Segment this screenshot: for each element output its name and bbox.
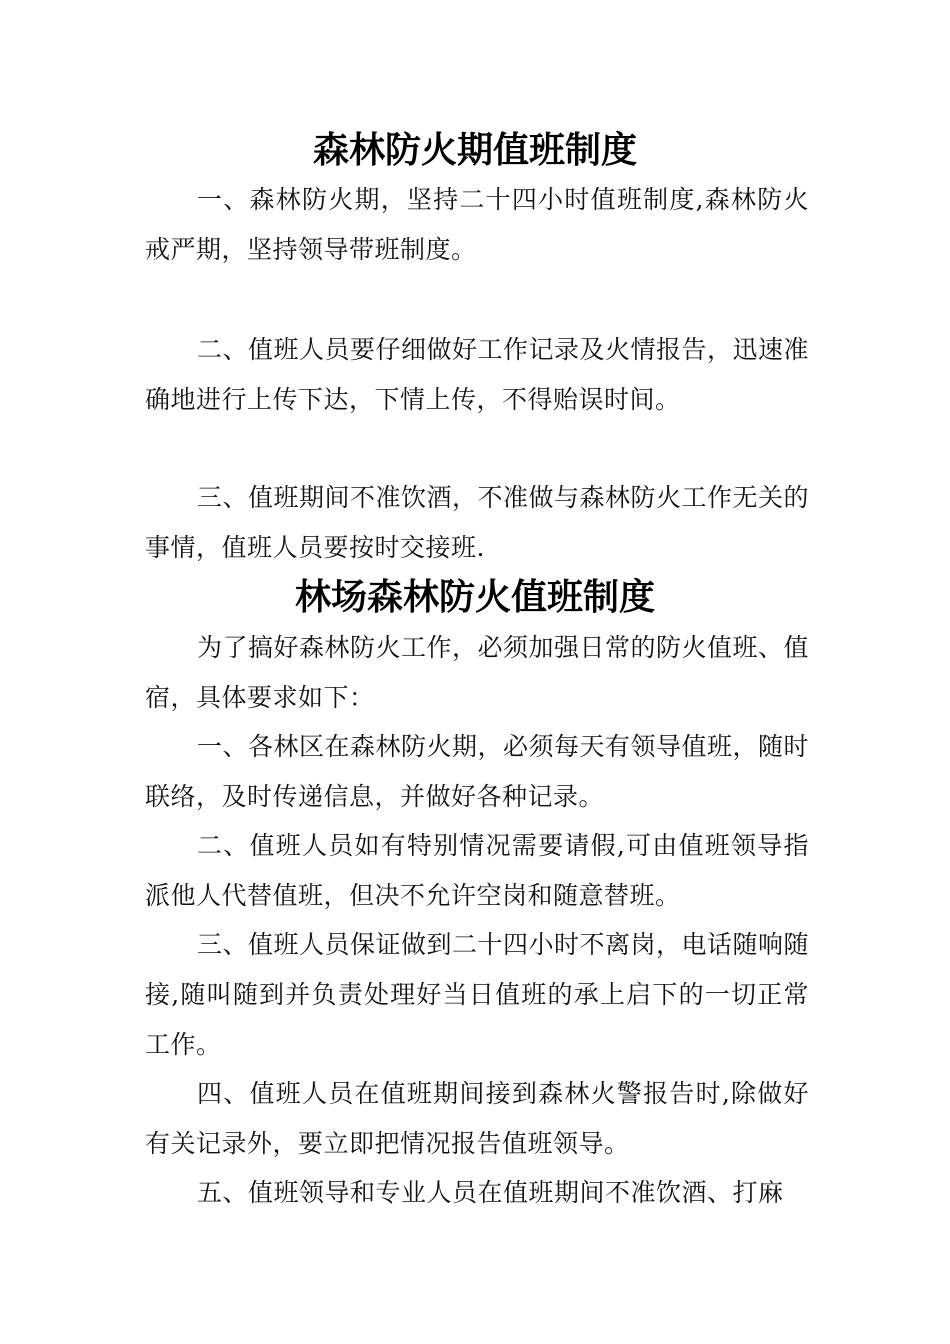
s2-paragraph-1: 一、各林区在森林防火期，必须每天有领导值班，随时联络，及时传递信息，并做好各种记录。 [145, 732, 810, 811]
s1-paragraph-2: 二、值班人员要仔细做好工作记录及火情报告，迅速准确地进行上传下达，下情上传，不得贻误时间。 [145, 335, 810, 414]
s2-paragraph-4: 四、值班人员在值班期间接到森林火警报告时,除做好有关记录外，要立即把情况报告值班领导。 [145, 1079, 809, 1158]
document-title-1: 森林防火期值班制度 [312, 130, 637, 171]
s2-paragraph-intro: 为了搞好森林防火工作，必须加强日常的防火值班、值宿，具体要求如下： [145, 633, 810, 712]
s2-paragraph-5: 五、值班领导和专业人员在值班期间不准饮酒、打麻 [197, 1178, 784, 1207]
document-title-2: 林场森林防火值班制度 [294, 577, 655, 618]
s2-paragraph-3: 三、值班人员保证做到二十四小时不离岗，电话随响随接,随叫随到并负责处理好当日值班的承上启下的一切正常工作。 [145, 930, 810, 1059]
s1-paragraph-1: 一、森林防火期，坚持二十四小时值班制度,森林防火戒严期，坚持领导带班制度。 [145, 185, 809, 264]
s1-paragraph-3: 三、值班期间不准饮酒，不准做与森林防火工作无关的事情，值班人员要按时交接班. [145, 483, 810, 562]
s2-paragraph-2: 二、值班人员如有特别情况需要请假,可由值班领导指派他人代替值班，但决不允许空岗和随意替班。 [145, 831, 809, 910]
